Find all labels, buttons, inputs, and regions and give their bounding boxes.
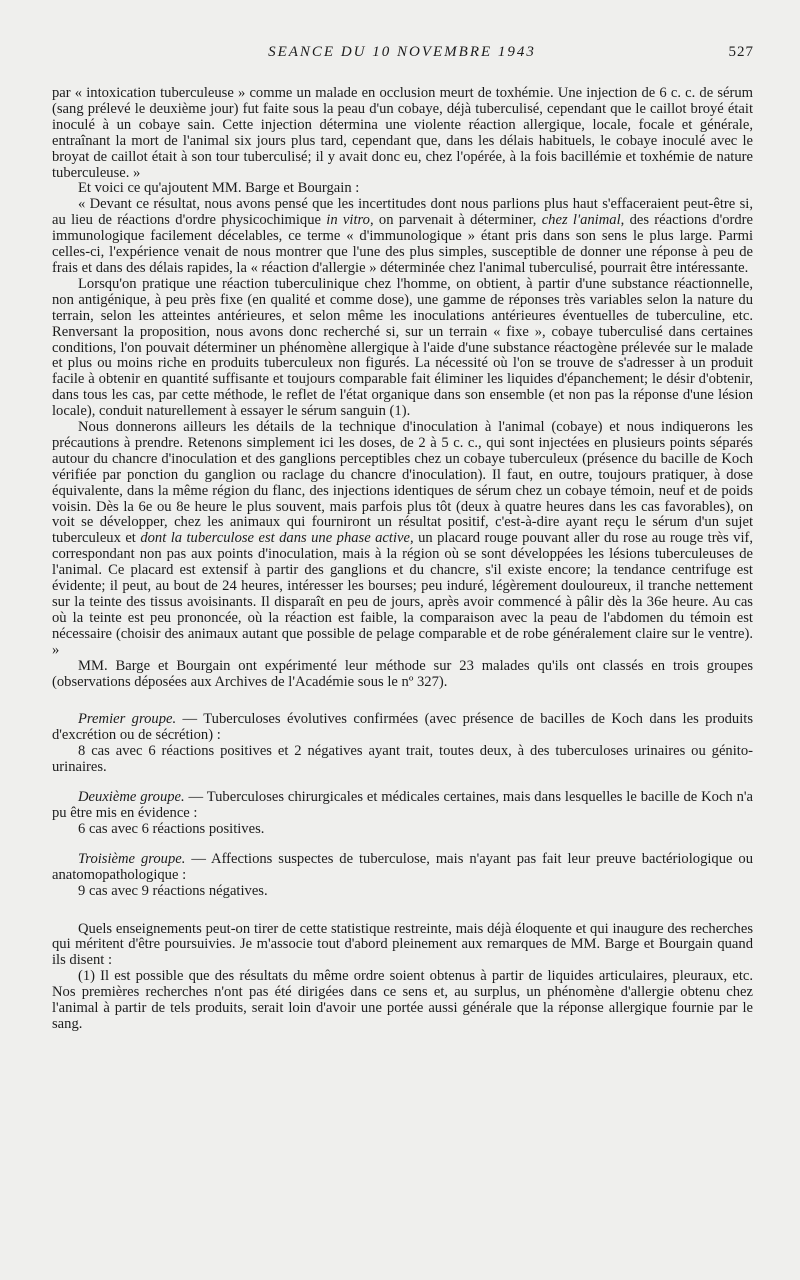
running-header [52, 44, 752, 68]
group-3-heading [52, 852, 753, 884]
paragraph-5-text-a: Nous donnerons ailleurs les détails de la technique d'inoculation à l'animal (cobaye) et nous indiquerons les précautions à prendre. Retenons simplement ici les doses, de 2 à 5 c. c., qui sont injectées en plusieurs points séparés autour du chancre d'inoculation et des ganglions perceptibles chez un cobaye tuberculeux (présence du bacille de Koch vérifiée par ponction du ganglion ou raclage du chancre d'inoculation). Il faut, en outre, toujours pratiquer, à dose équivalente, dans la même région du flanc, des injections identiques de sérum chez un cobaye témoin, neuf et de poids voisin. Dès la 6e ou 8e heure le plus souvent, mais parfois plus tôt (deux à quatre heures dans les cas favorables), on voit se développer, chez les animaux qui fourniront un résultat positif, c'est-à-dire ayant reçu le sérum d'un sujet tuberculeux et [52, 419, 753, 547]
group-1-label: Premier groupe. [78, 711, 177, 728]
group-2-description: — Tuberculoses chirurgicales et médicales certaines, mais dans lesquelles le bacille de Koch n'a pu être mis en évidence : [52, 789, 753, 821]
paragraph-6: MM. Barge et Bourgain ont expérimenté leur méthode sur 23 malades qu'ils ont classés en trois groupes (observations déposées aux Archives de l'Académie sous le nº 327). [52, 657, 753, 690]
paragraph-3-text-a: « Devant ce résultat, nous avons pensé que les incertitudes dont nous parlions plus haut s'effaceraient peut-être si, au lieu de réactions d'ordre physicochimique [52, 196, 753, 229]
paragraph-3 [52, 197, 753, 277]
paragraph-7: Quels enseignements peut-on tirer de cette statistique restreinte, mais déjà éloquente et qui inaugure des recherches qui méritent d'être poursuivies. Je m'associe tout d'abord pleinement aux remarques de MM. Barge et Bourgain quand ils disent : [52, 920, 753, 969]
paragraph-3-text-c: , on parvenait à déterminer, [369, 212, 542, 229]
group-2-label: Deuxième groupe. [78, 789, 185, 806]
group-1-description: — Tuberculoses évolutives confirmées (avec présence de bacilles de Koch dans les produits d'excrétion ou de sécrétion) : [52, 711, 753, 744]
paragraph-5-italic-phase-active: dont la tuberculose est dans une phase active [140, 530, 410, 547]
paragraph-3-italic-chez-animal: chez l'animal [541, 212, 621, 229]
page-number: 527 [728, 44, 754, 60]
paragraph-5-text-c: , un placard rouge pouvant aller du rose au rouge très vif, correspondant non pas aux points d'inoculation, mais à la région où se sont développées les lésions tuberculeuses de l'animal. Ce placard est extensif à partir des ganglions et du chancre, s'il existe encore; la tendance centrifuge est évidente; il peut, au bout de 24 heures, intéresser les bourses; peu induré, légèrement douloureux, il tranche nettement sur la teinte des tissus avoisinants. Il disparaît en peu de jours, après avoir commencé à pâlir dès la 36e heure. Au cas où la teinte est peu prononcée, où la réaction est faible, la comparaison avec la peau de l'abdomen du témoin est nécessaire (choisir des animaux autant que possible de pelage comparable et de robe généralement claire sur le ventre). » [52, 530, 754, 658]
header-title: SEANCE DU 10 NOVEMBRE 1943 [268, 44, 536, 60]
group-2-heading [52, 790, 753, 822]
document-body [52, 86, 753, 1033]
paragraph-2: Et voici ce qu'ajoutent MM. Barge et Bourgain : [78, 180, 360, 197]
paragraph-1: par « intoxication tuberculeuse » comme un malade en occlusion meurt de toxhémie. Une injection de 6 c. c. de sérum (sang prélevé le deuxième jour) fut faite sous la peau d'un cobaye, déjà tuberculisé, cependant que le caillot broyé était inoculé à un cobaye sain. Cette injection détermina une violente réaction allergique, locale, focale et générale, entraînant la mort de l'animal six jours plus tard, cependant que, dans les délais habituels, le cobaye inoculé avec le broyat de caillot était à son tour tuberculisé; il y avait donc eu, chez l'opérée, à la fois bacillémie et toxhémie de nature tuberculeuse. » [52, 85, 753, 181]
group-2-result: 6 cas avec 6 réactions positives. [78, 820, 265, 837]
group-1-result: 8 cas avec 6 réactions positives et 2 négatives ayant trait, toutes deux, à des tuberculoses urinaires ou génito-urinaires. [52, 743, 753, 776]
paragraph-5 [52, 420, 753, 659]
group-1-heading [52, 712, 753, 744]
group-3-label: Troisième groupe. [78, 850, 186, 867]
paragraph-3-italic-in-vitro: in vitro [326, 212, 370, 229]
paragraph-3-text-e: , des réactions d'ordre immunologique facilement décelables, ce terme « d'immunologique » étant pris dans son sens le plus large. Parmi celles-ci, l'expérience venait de nous montrer que l'une des plus simples, susceptible de donner une réponse à peu de frais et dans des délais rapides, la « réaction d'allergie » déterminée chez l'animal tuberculisé, pourrait être intéressante. [52, 212, 753, 276]
group-3-description: — Affections suspectes de tuberculose, mais n'ayant pas fait leur preuve bactériologique ou anatomopathologique : [52, 850, 753, 883]
group-3-result: 9 cas avec 9 réactions négatives. [78, 882, 268, 899]
footnote: (1) Il est possible que des résultats du même ordre soient obtenus à partir de liquides articulaires, pleuraux, etc. Nos premières recherches n'ont pas été dirigées dans ce sens et, au surplus, un phénomène d'allergie obtenu chez l'animal à partir de tels produits, serait loin d'avoir une portée aussi générale que la réponse allergique fournie par le sang. [52, 968, 753, 1032]
paragraph-4: Lorsqu'on pratique une réaction tuberculinique chez l'homme, on obtient, à partir d'une substance réactionnelle, non antigénique, à peu près fixe (en qualité et comme dose), une gamme de réponses très variables selon la nature du terrain, selon les atteintes antérieures, et selon même les inoculations antérieures éventuelles de tuberculine, etc. Renversant la proposition, nous avons donc recherché si, sur un terrain « fixe », cobaye tuberculisé dans certaines conditions, l'on pouvait déterminer un phénomène allergique à l'aide d'une substance réactogène prélevée sur le malade et plus ou moins riche en produits tuberculeux non figurés. La nécessité où l'on se trouve de s'adresser à un produit facile à obtenir en quantité suffisante et toujours comparable fait éliminer les liquides d'épanchement; le désir d'obtenir, dans tous les cas, par cette méthode, le reflet de l'état organique dans son ensemble (et non pas la réponse d'une lésion locale), conduit naturellement à essayer le sérum sanguin (1). [52, 275, 753, 420]
